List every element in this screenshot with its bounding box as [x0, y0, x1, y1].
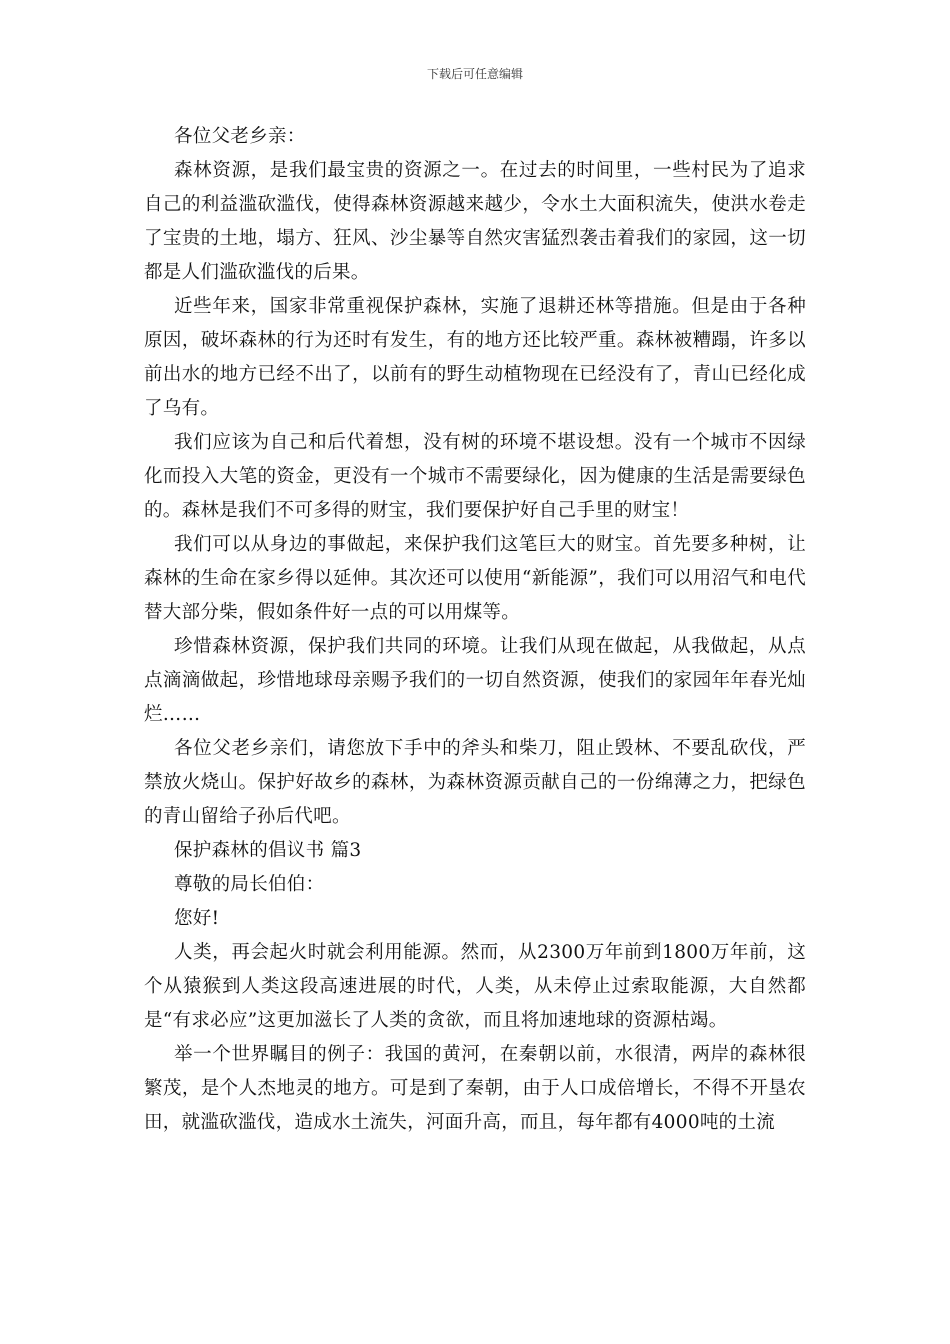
section-title: 保护森林的倡议书 篇3: [174, 840, 362, 861]
paragraph: 我们应该为自己和后代着想，没有树的环境不堪设想。没有一个城市不因绿化而投入大笔的资金，更没有一个城市不需要绿化，因为健康的生活是需要绿色的。森林是我们不可多得的财宝，我们要保护好自己手里的财宝！: [144, 432, 806, 521]
paragraph: 各位父老乡亲们，请您放下手中的斧头和柴刀，阻止毁林、不要乱砍伐，严禁放火烧山。保护好故乡的森林，为森林资源贡献自己的一份绵薄之力，把绿色的青山留给子孙后代吧。: [144, 738, 806, 827]
page-header: 下载后可任意编辑: [426, 67, 523, 81]
paragraph: 举一个世界瞩目的例子：我国的黄河，在秦朝以前，水很清，两岸的森林很繁茂，是个人杰地灵的地方。可是到了秦朝，由于人口成倍增长，不得不开垦农田，就滥砍滥伐，造成水土流失，河面升高，而且，每年都有4000吨的土流: [144, 1044, 806, 1133]
document-body: [144, 120, 806, 1140]
salutation: 各位父老乡亲：: [174, 126, 306, 147]
paragraph: 森林资源，是我们最宝贵的资源之一。在过去的时间里，一些村民为了追求自己的利益滥砍滥伐，使得森林资源越来越少，令水土大面积流失，使洪水卷走了宝贵的土地，塌方、狂风、沙尘暴等自然灾害猛烈袭击着我们的家园，这一切都是人们滥砍滥伐的后果。: [144, 160, 806, 283]
paragraph: 珍惜森林资源，保护我们共同的环境。让我们从现在做起，从我做起，从点点滴滴做起，珍惜地球母亲赐予我们的一切自然资源，使我们的家园年年春光灿烂……: [144, 636, 806, 725]
greeting: 您好!: [174, 908, 220, 929]
salutation: 尊敬的局长伯伯：: [174, 874, 325, 895]
paragraph: 人类，再会起火时就会利用能源。然而，从2300万年前到1800万年前，这个从猿猴到人类这段高速进展的时代，人类，从未停止过索取能源，大自然都是“有求必应”这更加滋长了人类的贪欲，而且将加速地球的资源枯竭。: [144, 942, 806, 1031]
paragraph: 我们可以从身边的事做起，来保护我们这笔巨大的财宝。首先要多种树，让森林的生命在家乡得以延伸。其次还可以使用“新能源”，我们可以用沼气和电代替大部分柴，假如条件好一点的可以用煤等。: [144, 534, 806, 623]
paragraph: 近些年来，国家非常重视保护森林，实施了退耕还林等措施。但是由于各种原因，破坏森林的行为还时有发生，有的地方还比较严重。森林被糟蹋，许多以前出水的地方已经不出了，以前有的野生动植物现在已经没有了，青山已经化成了乌有。: [144, 296, 806, 419]
